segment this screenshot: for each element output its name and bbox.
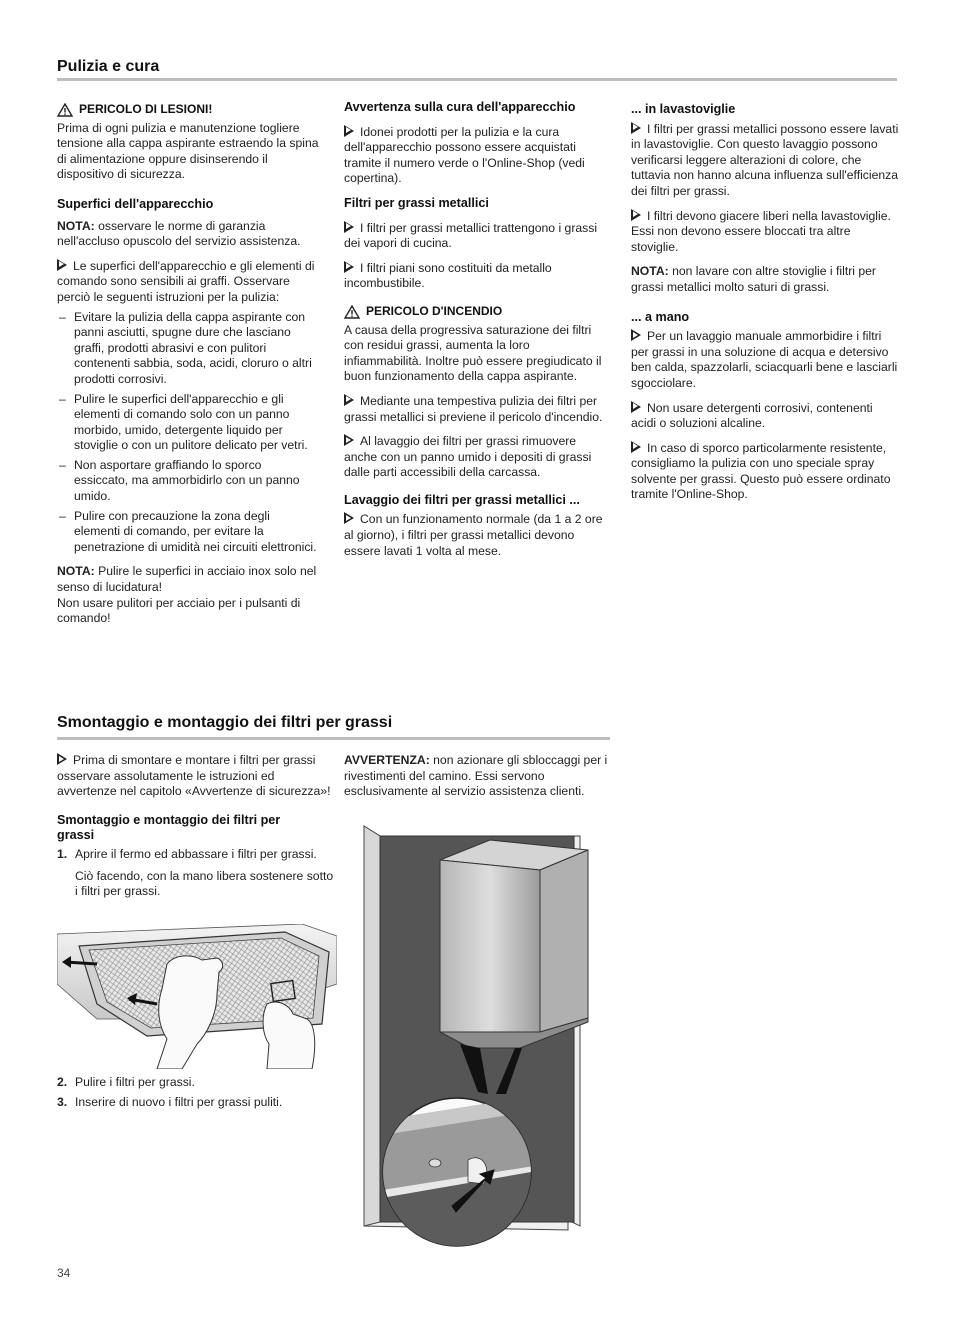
warning-triangle-icon	[344, 305, 360, 319]
arrow-bullet-icon	[344, 221, 354, 233]
care-heading: Avvertenza sulla cura dell'apparecchio	[344, 100, 576, 114]
note-warranty: NOTA: osservare le norme di garanzia nell'accluso opuscolo del servizio assistenza.	[57, 218, 301, 249]
note-dishwasher: NOTA: non lavare con altre stoviglie i filtri per grassi metallici molto saturi di grassi.	[631, 264, 876, 294]
warning-injury	[57, 102, 319, 118]
warning-triangle-icon	[57, 103, 73, 117]
surfaces-heading: Superfici dell'apparecchio	[57, 196, 214, 211]
arrow-bullet-icon	[631, 401, 641, 413]
section-rule	[57, 737, 610, 740]
filters-paragraph-2: I filtri piani sono costituiti da metallo incombustibile.	[344, 260, 552, 291]
dishwasher-heading: ... in lavastoviglie	[631, 102, 736, 116]
hand-heading: ... a mano	[631, 309, 690, 324]
hand-paragraph-3: In caso di sporco particolarmente resistente, consigliamo la pulizia con uno speciale spray solvente per grassi. Questo può essere ordinato tramite l'Online-Shop.	[631, 440, 891, 502]
filters-heading: Filtri per grassi metallici	[344, 195, 489, 210]
chimney-illustration	[360, 822, 596, 1254]
note-stainless-2: Non usare pulitori per acciaio per i pulsanti di comando!	[57, 595, 301, 626]
warning-fire	[344, 304, 608, 320]
arrow-bullet-icon	[631, 209, 641, 221]
section-rule	[57, 78, 897, 81]
arrow-bullet-icon	[344, 261, 354, 273]
page-number: 34	[57, 1266, 71, 1280]
step-item: 2. Pulire i filtri per grassi.	[57, 1075, 195, 1089]
steps-list	[57, 847, 337, 863]
warning-title: PERICOLO DI LESIONI!	[79, 102, 213, 116]
warning-paragraph: AVVERTENZA: non azionare gli sbloccaggi per i rivestimenti del camino. Essi servono esclusivamente al servizio assistenza clienti.	[344, 753, 608, 799]
list-item: – Non asportare graffiando lo sporco essiccato, ma ammorbidirlo con un panno umido.	[57, 458, 319, 505]
step-item: 1. Aprire il fermo ed abbassare i filtri per grassi.	[57, 846, 317, 861]
note-stainless: NOTA: Pulire le superfici in acciaio inox solo nel senso di lucidatura!	[57, 564, 317, 595]
arrow-bullet-icon	[631, 122, 641, 134]
step-item: 3. Inserire di nuovo i filtri per grassi puliti.	[57, 1094, 283, 1109]
warning-text: Prima di ogni pulizia e manutenzione togliere tensione alla cappa aspirante estraendo la spina di alimentazione oppure disinserendo il dispositivo di sicurezza.	[57, 120, 319, 182]
section2-left-column	[57, 753, 337, 909]
fire-paragraph-1: Mediante una tempestiva pulizia dei filtri per grassi metallici si previene il pericolo d'incendio.	[344, 393, 603, 424]
section2-right-column	[344, 753, 608, 809]
hand-paragraph-2: Non usare detergenti corrosivi, contenenti acidi o soluzioni alcaline.	[631, 400, 873, 431]
section-title-filters: Smontaggio e montaggio dei filtri per grassi	[57, 714, 393, 731]
arrow-bullet-icon	[344, 125, 354, 137]
steps-list	[57, 1075, 337, 1110]
wash-heading: Lavaggio dei filtri per grassi metallici ...	[344, 492, 580, 507]
cleaning-list	[57, 310, 319, 556]
fire-paragraph-2: Al lavaggio dei filtri per grassi rimuovere anche con un panno umido i depositi di grassi dalle parti accessibili della carcassa.	[344, 434, 592, 480]
chimney-side	[540, 850, 588, 1032]
arrow-bullet-icon	[631, 441, 641, 453]
arrow-bullet-icon	[344, 512, 354, 524]
disassembly-heading: Smontaggio e montaggio dei filtri per grassi	[57, 812, 281, 843]
filters-intro: Prima di smontare e montare i filtri per grassi osservare assolutamente le istruzioni ed avvertenze nel capitolo «Avvertenze di sicurezza»!	[57, 753, 331, 799]
column-1	[57, 102, 319, 636]
list-item: – Pulire le superfici dell'apparecchio e gli elementi di comando solo con un panno morbido, umido, detergente liquido per stoviglie o con un pulitore delicato per vetri.	[57, 392, 319, 454]
care-text: Idonei prodotti per la pulizia e la cura dell'apparecchio possono essere acquistati tramite il numero verde o l'Online-Shop (vedi copertina).	[344, 124, 585, 186]
list-item: – Pulire con precauzione la zona degli elementi di comando, per evitare la penetrazione di umidità nei circuiti elettronici.	[57, 509, 319, 556]
wash-text: Con un funzionamento normale (da 1 a 2 ore al giorno), i filtri per grassi metallici devono essere lavati 1 volta al mese.	[344, 512, 603, 558]
step1-note: Ciò facendo, con la mano libera sostenere sotto i filtri per grassi.	[75, 868, 334, 899]
warning-title: PERICOLO D'INCENDIO	[366, 303, 503, 318]
hand-paragraph-1: Per un lavaggio manuale ammorbidire i filtri per grassi in una soluzione di acqua e detersivo ben calda, spazzolarli, sciacquarli bene e lasciarli sgocciolare.	[631, 329, 898, 390]
surfaces-paragraph: Le superfici dell'apparecchio e gli elementi di comando sono sensibili ai graffi. Osservare perciò le seguenti istruzioni per la pulizia:	[57, 258, 315, 304]
list-item: – Evitare la pulizia della cappa aspirante con panni asciutti, spugne dure che lasciano graffi, prodotti abrasivi e con pulitori contenenti sabbia, soda, acidi, cloruro o altri prodotti corrosivi.	[57, 310, 319, 388]
hand-left	[157, 956, 223, 1069]
column-3	[631, 102, 899, 512]
dishwasher-paragraph-2: I filtri devono giacere liberi nella lavastoviglie. Essi non devono essere bloccati tra altre stoviglie.	[631, 208, 891, 254]
arrow-bullet-icon	[344, 434, 354, 446]
filters-paragraph-1: I filtri per grassi metallici trattengono i grassi dei vapori di cucina.	[344, 220, 598, 251]
chimney-front	[440, 860, 540, 1032]
arrow-bullet-icon	[631, 329, 641, 341]
arrow-bullet-icon	[57, 753, 67, 765]
filter-removal-illustration	[57, 924, 337, 1069]
arrow-bullet-icon	[57, 259, 67, 271]
arrow-bullet-icon	[344, 394, 354, 406]
section2-steps-continued	[57, 1075, 337, 1116]
column-2	[344, 100, 608, 568]
section-title-cleaning: Pulizia e cura	[57, 58, 160, 75]
fire-text: A causa della progressiva saturazione dei filtri con residui grassi, aumenta la loro infiammabilità. Inoltre può essere pregiudicato il buon funzionamento della cappa aspirante.	[344, 322, 602, 384]
dishwasher-paragraph-1: I filtri per grassi metallici possono essere lavati in lavastoviglie. Con questo lavaggio possono verificarsi leggere alterazioni di colore, che tuttavia non hanno alcuna influenza sull'efficienza dei filtri per grassi.	[631, 121, 899, 198]
